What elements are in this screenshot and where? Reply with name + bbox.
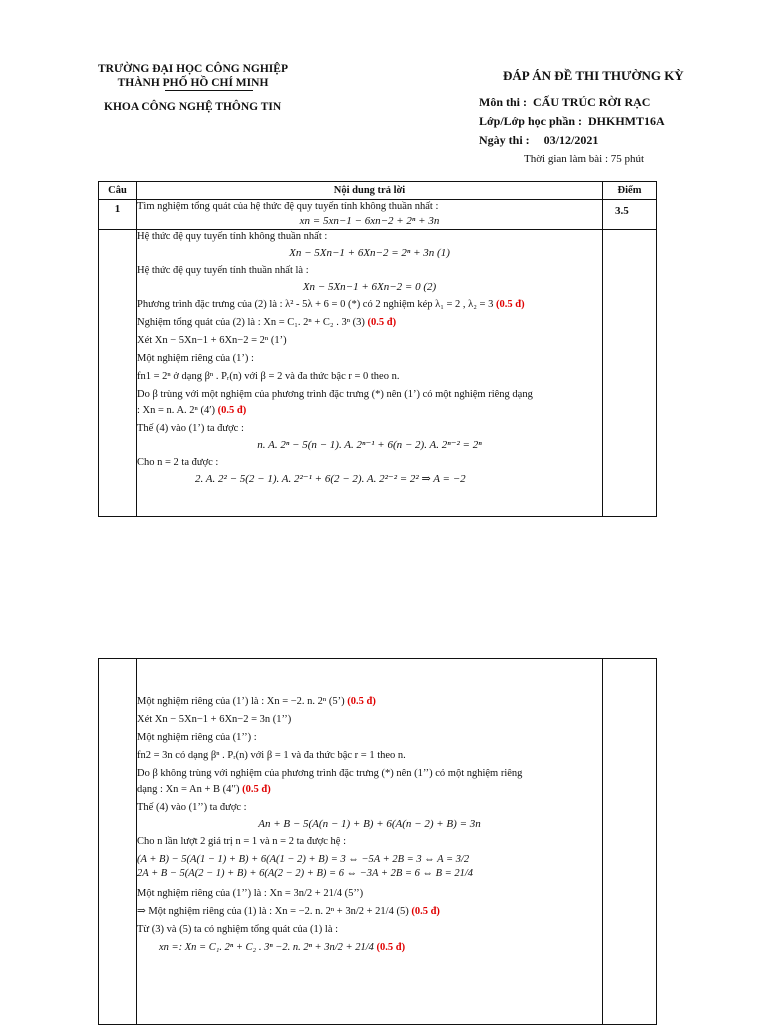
question-points: 3.5	[603, 200, 657, 230]
answer-text: Nghiệm tổng quát của (2) là : Xn = C₁. 2ⁿ + C₂ . 3ⁿ (3)	[137, 317, 365, 328]
answer-text: ⇒ Một nghiệm riêng của (1) là : Xn = −2. n. 2ⁿ + 3n/2 + 21/4 (5)	[137, 906, 409, 917]
answer-line	[137, 941, 602, 955]
answer-text: dạng : Xn = An + B (4′′)	[137, 784, 240, 795]
answer-table-page1	[98, 181, 657, 517]
school-underline	[165, 90, 253, 91]
question-equation: xn = 5xn−1 − 6xn−2 + 2ⁿ + 3n	[299, 215, 440, 227]
answer-equation: Xn − 5Xn−1 + 6Xn−2 = 0 (2)	[302, 281, 437, 293]
subject-line	[479, 95, 650, 110]
answer-content	[137, 230, 603, 517]
answer-line	[137, 298, 602, 312]
class-value: DHKHMT16A	[588, 114, 665, 128]
system-eq: B = 21/4	[435, 868, 474, 879]
answer-equation: n. A. 2ⁿ − 5(n − 1). A. 2ⁿ⁻¹ + 6(n − 2). A. 2ⁿ⁻² = 2ⁿ	[257, 439, 482, 451]
answer-line: fn1 = 2ⁿ ở dạng βⁿ . Pᵣ(n) với β = 2 và đa thức bậc r = 0 theo n.	[137, 371, 400, 382]
answer-text: : Xn = n. A. 2ⁿ (4′)	[137, 405, 216, 416]
score-mark: (0.5 đ)	[495, 299, 525, 310]
answer-line: Xét Xn − 5Xn−1 + 6Xn−2 = 3n (1’’)	[137, 714, 292, 725]
faculty-name: KHOA CÔNG NGHỆ THÔNG TIN	[104, 101, 282, 113]
date-line	[479, 133, 598, 148]
answer-equation: An + B − 5(A(n − 1) + B) + 6(A(n − 2) + B) = 3n	[258, 818, 481, 830]
answer-row	[99, 230, 657, 517]
answer-line	[137, 316, 602, 330]
subject-value: CẤU TRÚC RỜI RẠC	[533, 95, 651, 109]
answer-line	[137, 695, 602, 709]
column-header-question: Câu	[99, 182, 137, 200]
empty-cell	[99, 230, 137, 517]
column-header-content: Nội dung trả lời	[137, 182, 603, 200]
equivalence-arrow: ⇔	[348, 854, 359, 865]
answer-text: xn =: Xn = C₁. 2ⁿ + C₂ . 3ⁿ −2. n. 2ⁿ + 3n/2 + 21/4	[159, 942, 374, 953]
answer-text: Phương trình đặc trưng của (2) là : λ² - 5λ + 6 = 0 (*) có 2 nghiệm kép λ₁ = 2 , λ₂ = 3	[137, 299, 494, 310]
answer-line: Từ (3) và (5) ta có nghiệm tổng quát của (1) là :	[137, 924, 339, 935]
answer-equation: 2. A. 2² − 5(2 − 1). A. 2²⁻¹ + 6(2 − 2). A. 2²⁻² = 2² ⇒ A = −2	[195, 473, 466, 485]
system-eq: −3A + 2B = 6	[359, 868, 420, 879]
answer-text: Một nghiệm riêng của (1’) là : Xn = −2. n. 2ⁿ (5’)	[137, 696, 345, 707]
empty-cell	[603, 230, 657, 517]
answer-line	[137, 905, 602, 919]
school-name	[98, 62, 288, 90]
answer-line: Cho n = 2 ta được :	[137, 457, 219, 468]
subject-label: Môn thi :	[479, 95, 527, 109]
system-eq: (A + B) − 5(A(1 − 1) + B) + 6(A(1 − 2) + B) = 3	[137, 854, 346, 865]
answer-line: Hệ thức đệ quy tuyến tính thuần nhất là :	[137, 265, 309, 276]
system-eq: 2A + B − 5(A(2 − 1) + B) + 6(A(2 − 2) + B) = 6	[137, 868, 344, 879]
system-eq: −5A + 2B = 3	[361, 854, 422, 865]
date-label: Ngày thi :	[479, 133, 530, 147]
answer-line: Cho n lần lượt 2 giá trị n = 1 và n = 2 ta được hệ :	[137, 836, 347, 847]
answer-line: Một nghiệm riêng của (1’’) là : Xn = 3n/2 + 21/4 (5’’)	[137, 888, 364, 899]
equivalence-arrow: ⇔	[424, 854, 435, 865]
answer-line: Một nghiệm riêng của (1’) :	[137, 353, 254, 364]
score-mark: (0.5 đ)	[376, 942, 406, 953]
answer-line: Thế (4) vào (1’) ta được :	[137, 423, 244, 434]
question-number: 1	[99, 200, 137, 230]
class-label: Lớp/Lớp học phần :	[479, 114, 582, 128]
document-title: ĐÁP ÁN ĐỀ THI THƯỜNG KỲ	[503, 68, 684, 83]
answer-line: Thế (4) vào (1’’) ta được :	[137, 802, 247, 813]
answer-equation: Xn − 5Xn−1 + 6Xn−2 = 2ⁿ + 3n (1)	[289, 247, 450, 259]
class-line	[479, 114, 665, 129]
question-row	[99, 200, 657, 230]
equation-system	[137, 853, 602, 881]
answer-row-continued	[99, 659, 657, 1025]
system-line	[137, 867, 602, 881]
empty-cell	[603, 659, 657, 1025]
answer-line: Do β trùng với một nghiệm của phương trình đặc trưng (*) nên (1’) có một nghiệm riêng dạng	[137, 389, 533, 400]
equivalence-arrow: ⇔	[346, 868, 358, 879]
score-mark: (0.5 đ)	[367, 317, 397, 328]
answer-line	[137, 404, 602, 418]
answer-line: Xét Xn − 5Xn−1 + 6Xn−2 = 2ⁿ (1’)	[137, 335, 287, 346]
answer-content-continued	[137, 659, 603, 1025]
empty-cell	[99, 659, 137, 1025]
score-mark: (0.5 đ)	[242, 784, 271, 795]
question-prompt-text: Tìm nghiệm tổng quát của hệ thức đệ quy tuyến tính không thuần nhất :	[137, 201, 439, 212]
date-value: 03/12/2021	[543, 133, 599, 147]
equivalence-arrow: ⇔	[422, 868, 433, 879]
answer-line: Một nghiệm riêng của (1’’) :	[137, 732, 257, 743]
answer-line	[137, 783, 602, 797]
answer-table-page2	[98, 658, 657, 1025]
school-name-line2: THÀNH PHỐ HỒ CHÍ MINH	[117, 77, 269, 89]
system-eq: A = 3/2	[437, 854, 470, 865]
school-name-line1: TRƯỜNG ĐẠI HỌC CÔNG NGHIỆP	[98, 63, 288, 75]
table-header-row	[99, 182, 657, 200]
answer-line: Do β không trùng với nghiệm của phương trình đặc trưng (*) nên (1’’) có một nghiệm riêng	[137, 768, 523, 779]
score-mark: (0.5 đ)	[217, 405, 247, 416]
answer-line: Hệ thức đệ quy tuyến tính không thuần nhất :	[137, 231, 328, 242]
column-header-points: Điểm	[603, 182, 657, 200]
answer-line: fn2 = 3n có dạng βⁿ . Pᵣ(n) với β = 1 và đa thức bậc r = 1 theo n.	[137, 750, 406, 761]
score-mark: (0.5 đ)	[347, 696, 376, 707]
score-mark: (0.5 đ)	[411, 906, 440, 917]
exam-duration: Thời gian làm bài : 75 phút	[524, 153, 645, 165]
question-prompt	[137, 200, 603, 230]
system-line	[137, 853, 602, 867]
